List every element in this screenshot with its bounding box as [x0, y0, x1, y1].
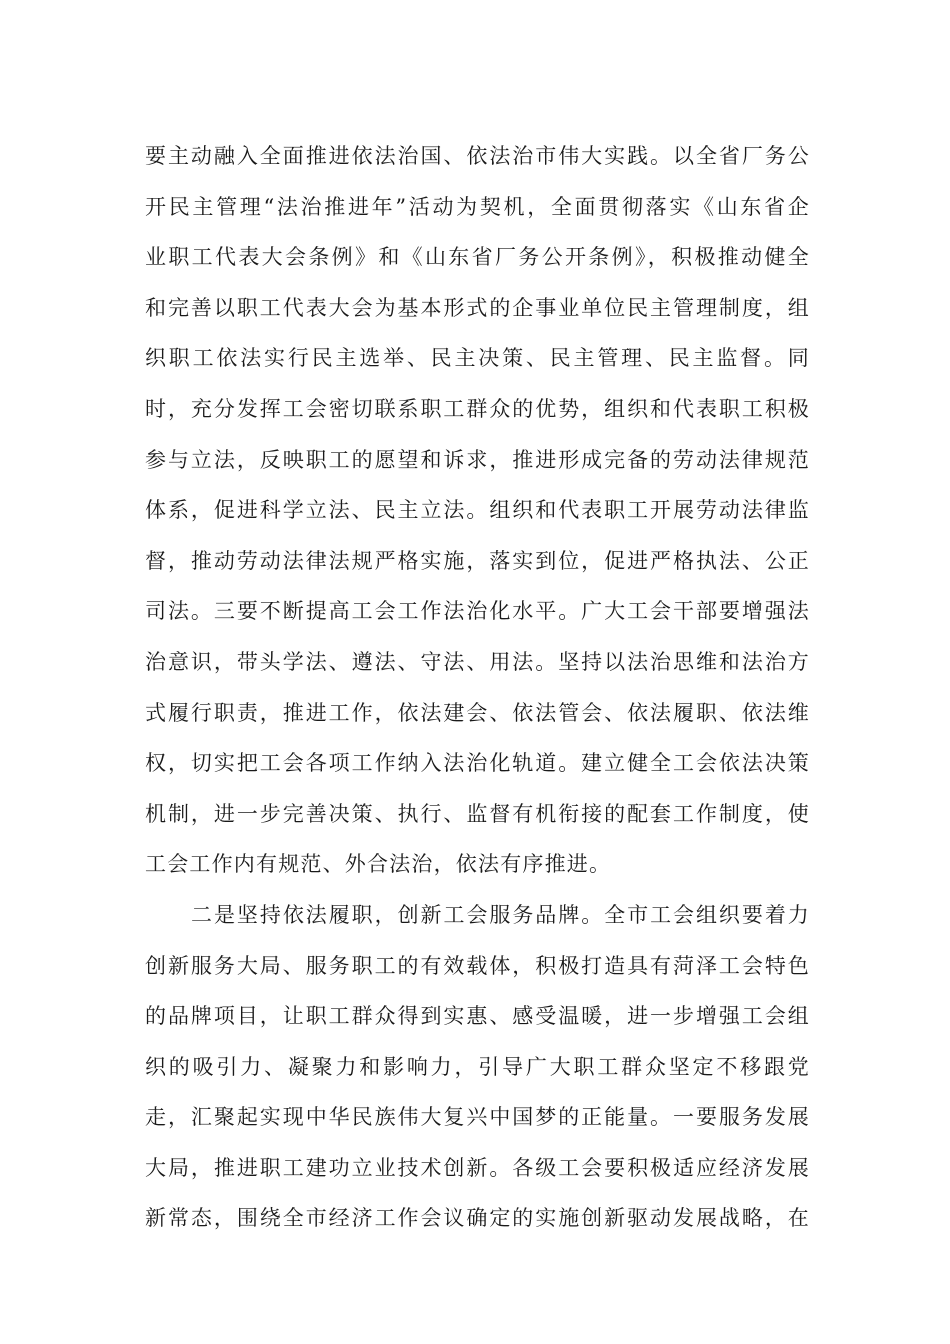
- text-line: 要主动融入全面推进依法治国、依法治市伟大实践。以全省厂务公: [145, 144, 810, 168]
- text-line: 司法。三要不断提高工会工作法治化水平。广大工会干部要增强法: [145, 599, 810, 624]
- text-line: 业职工代表大会条例》和《山东省厂务公开条例》，积极推动健全: [145, 245, 810, 270]
- text-line: 走，汇聚起实现中华民族伟大复兴中国梦的正能量。一要服务发展: [145, 1105, 810, 1130]
- text-line: 时，充分发挥工会密切联系职工群众的优势，组织和代表职工积极: [145, 396, 810, 421]
- text-line: 式履行职责，推进工作，依法建会、依法管会、依法履职、依法维: [145, 700, 810, 725]
- text-line: 治意识，带头学法、遵法、守法、用法。坚持以法治思维和法治方: [145, 649, 810, 674]
- text-line: 开民主管理“法治推进年”活动为契机，全面贯彻落实《山东省企: [145, 194, 810, 219]
- text-line: 大局，推进职工建功立业技术创新。各级工会要积极适应经济发展: [145, 1155, 810, 1180]
- text-line: 和完善以职工代表大会为基本形式的企事业单位民主管理制度，组: [145, 295, 810, 320]
- text-line: 工会工作内有规范、外合法治，依法有序推进。: [145, 852, 612, 877]
- text-line: 二是坚持依法履职，创新工会服务品牌。全市工会组织要着力: [191, 902, 810, 927]
- text-line: 的品牌项目，让职工群众得到实惠、感受温暖，进一步增强工会组: [145, 1004, 810, 1029]
- text-line: 织职工依法实行民主选举、民主决策、民主管理、民主监督。同: [145, 346, 810, 371]
- text-line: 体系，促进科学立法、民主立法。组织和代表职工开展劳动法律监: [145, 498, 810, 523]
- text-line: 机制，进一步完善决策、执行、监督有机衔接的配套工作制度，使: [145, 801, 810, 826]
- text-line: 新常态，围绕全市经济工作会议确定的实施创新驱动发展战略，在: [145, 1206, 810, 1231]
- text-line: 织的吸引力、凝聚力和影响力，引导广大职工群众坚定不移跟党: [145, 1054, 810, 1079]
- text-line: 权，切实把工会各项工作纳入法治化轨道。建立健全工会依法决策: [145, 751, 810, 776]
- text-line: 督，推动劳动法律法规严格实施，落实到位，促进严格执法、公正: [145, 548, 810, 573]
- text-line: 创新服务大局、服务职工的有效载体，积极打造具有菏泽工会特色: [145, 953, 810, 978]
- text-line: 参与立法，反映职工的愿望和诉求，推进形成完备的劳动法律规范: [145, 447, 810, 472]
- body-text: [145, 131, 810, 1244]
